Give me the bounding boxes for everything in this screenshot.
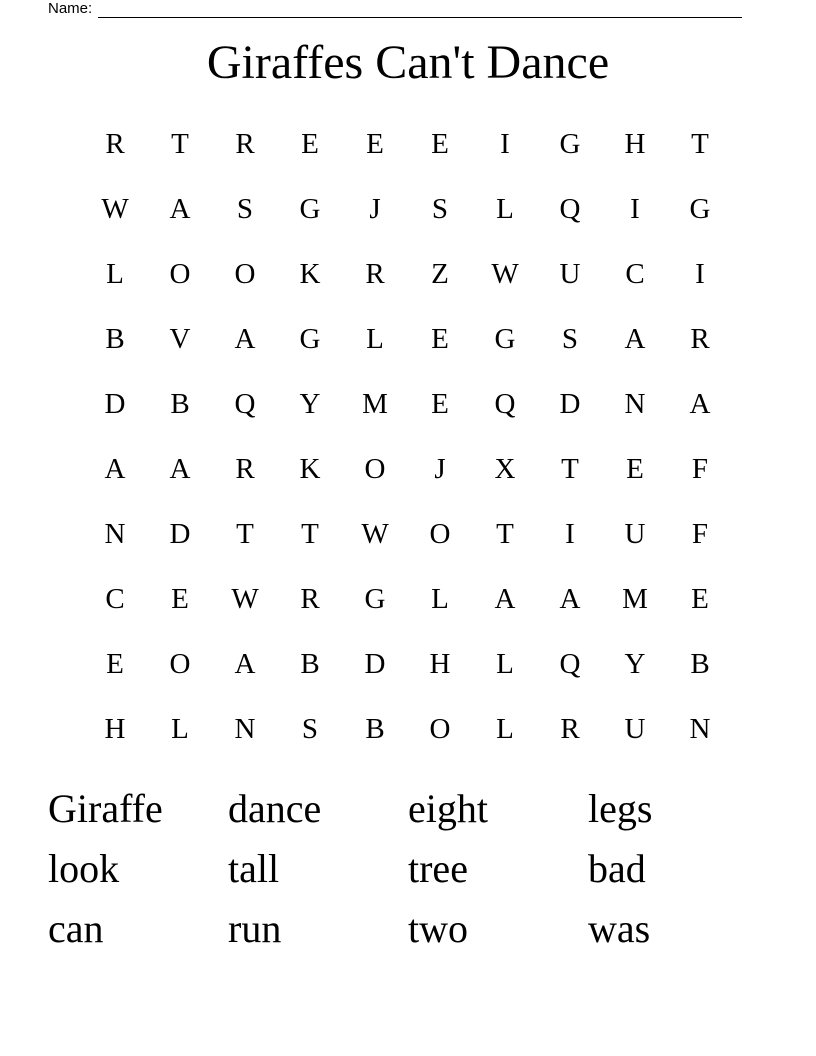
grid-letter: E — [171, 583, 189, 615]
grid-row — [0, 502, 816, 567]
grid-letter: B — [105, 323, 125, 355]
grid-letter: R — [300, 583, 320, 615]
grid-letter: L — [431, 583, 449, 615]
grid-letter: A — [689, 388, 711, 420]
grid-letter: E — [106, 648, 124, 680]
word-list-item: tree — [408, 846, 468, 891]
grid-letter: U — [624, 713, 646, 745]
grid-letter: E — [431, 388, 449, 420]
grid-letter: S — [561, 323, 579, 355]
grid-letter: W — [101, 193, 129, 225]
grid-letter: J — [369, 193, 381, 225]
grid-letter: G — [299, 323, 321, 355]
word-list-item: bad — [588, 846, 646, 891]
word-list-item: was — [588, 906, 651, 951]
grid-letter: H — [104, 713, 126, 745]
grid-letter: T — [301, 518, 319, 550]
grid-letter: Y — [624, 648, 646, 680]
grid-letter: T — [171, 128, 189, 160]
grid-letter: Y — [299, 388, 321, 420]
grid-letter: S — [431, 193, 449, 225]
grid-letter: E — [431, 323, 449, 355]
grid-letter: Q — [494, 388, 516, 420]
grid-letter: I — [565, 518, 575, 550]
grid-letter: U — [624, 518, 646, 550]
word-list-item: eight — [408, 786, 488, 831]
page-title: Giraffes Can't Dance — [206, 36, 610, 89]
grid-letter: A — [624, 323, 646, 355]
grid-letter: A — [169, 453, 191, 485]
grid-letter: A — [234, 648, 256, 680]
grid-letter: A — [494, 583, 516, 615]
grid-letter: B — [170, 388, 190, 420]
grid-letter: R — [235, 128, 255, 160]
grid-letter: G — [559, 128, 581, 160]
grid-letter: O — [429, 518, 451, 550]
grid-row — [0, 697, 816, 762]
grid-letter: G — [494, 323, 516, 355]
letter-grid — [0, 112, 816, 762]
word-list-item: run — [228, 906, 282, 951]
grid-letter: F — [691, 453, 709, 485]
word-list-item: legs — [588, 786, 653, 831]
grid-letter: N — [689, 713, 711, 745]
grid-letter: E — [301, 128, 319, 160]
grid-letter: M — [622, 583, 648, 615]
grid-letter: E — [626, 453, 644, 485]
word-list — [48, 779, 768, 959]
grid-letter: O — [169, 258, 191, 290]
grid-letter: D — [169, 518, 191, 550]
grid-letter: N — [234, 713, 256, 745]
grid-letter: R — [560, 713, 580, 745]
grid-letter: E — [691, 583, 709, 615]
grid-letter: R — [365, 258, 385, 290]
name-underline — [98, 2, 742, 18]
grid-letter: A — [234, 323, 256, 355]
grid-letter: L — [496, 713, 514, 745]
grid-letter: T — [236, 518, 254, 550]
grid-row — [0, 632, 816, 697]
grid-letter: O — [364, 453, 386, 485]
grid-letter: T — [691, 128, 709, 160]
grid-letter: L — [496, 193, 514, 225]
grid-letter: R — [105, 128, 125, 160]
grid-letter: L — [106, 258, 124, 290]
word-list-item: tall — [228, 846, 280, 891]
grid-letter: X — [494, 453, 516, 485]
grid-row — [0, 437, 816, 502]
grid-letter: C — [105, 583, 125, 615]
grid-row — [0, 307, 816, 372]
grid-letter: G — [689, 193, 711, 225]
grid-letter: D — [104, 388, 126, 420]
grid-letter: K — [299, 453, 321, 485]
grid-letter: I — [630, 193, 640, 225]
grid-letter: O — [429, 713, 451, 745]
grid-letter: V — [169, 323, 191, 355]
grid-letter: I — [695, 258, 705, 290]
grid-letter: I — [500, 128, 510, 160]
grid-letter: G — [299, 193, 321, 225]
grid-letter: G — [364, 583, 386, 615]
grid-letter: Q — [559, 193, 581, 225]
name-label: Name: — [48, 0, 93, 17]
grid-letter: F — [691, 518, 709, 550]
grid-row — [0, 242, 816, 307]
grid-letter: N — [624, 388, 646, 420]
word-list-item: look — [48, 846, 120, 891]
grid-letter: Z — [431, 258, 449, 290]
word-list-item: two — [408, 906, 468, 951]
name-row — [48, 0, 742, 18]
grid-letter: E — [431, 128, 449, 160]
grid-letter: Q — [234, 388, 256, 420]
grid-letter: K — [299, 258, 321, 290]
grid-letter: T — [496, 518, 514, 550]
grid-letter: O — [234, 258, 256, 290]
grid-letter: S — [236, 193, 254, 225]
grid-letter: W — [231, 583, 259, 615]
grid-letter: S — [301, 713, 319, 745]
grid-letter: H — [429, 648, 451, 680]
grid-letter: W — [491, 258, 519, 290]
grid-letter: B — [365, 713, 385, 745]
grid-letter: L — [171, 713, 189, 745]
grid-letter: U — [559, 258, 581, 290]
grid-letter: R — [690, 323, 710, 355]
word-list-item: Giraffe — [48, 786, 163, 831]
grid-letter: J — [434, 453, 446, 485]
grid-letter: D — [364, 648, 386, 680]
grid-letter: R — [235, 453, 255, 485]
grid-letter: W — [361, 518, 389, 550]
grid-letter: H — [624, 128, 646, 160]
grid-letter: L — [496, 648, 514, 680]
grid-letter: B — [300, 648, 320, 680]
grid-letter: A — [104, 453, 126, 485]
grid-letter: E — [366, 128, 384, 160]
grid-letter: O — [169, 648, 191, 680]
word-list-item: can — [48, 906, 104, 951]
grid-row — [0, 177, 816, 242]
word-list-item: dance — [228, 786, 322, 831]
grid-row — [0, 112, 816, 177]
grid-letter: D — [559, 388, 581, 420]
grid-letter: N — [104, 518, 126, 550]
grid-letter: Q — [559, 648, 581, 680]
grid-letter: A — [559, 583, 581, 615]
grid-letter: T — [561, 453, 579, 485]
grid-letter: A — [169, 193, 191, 225]
grid-letter: C — [625, 258, 645, 290]
grid-letter: L — [366, 323, 384, 355]
grid-row — [0, 567, 816, 632]
grid-letter: B — [690, 648, 710, 680]
grid-row — [0, 372, 816, 437]
grid-letter: M — [362, 388, 388, 420]
